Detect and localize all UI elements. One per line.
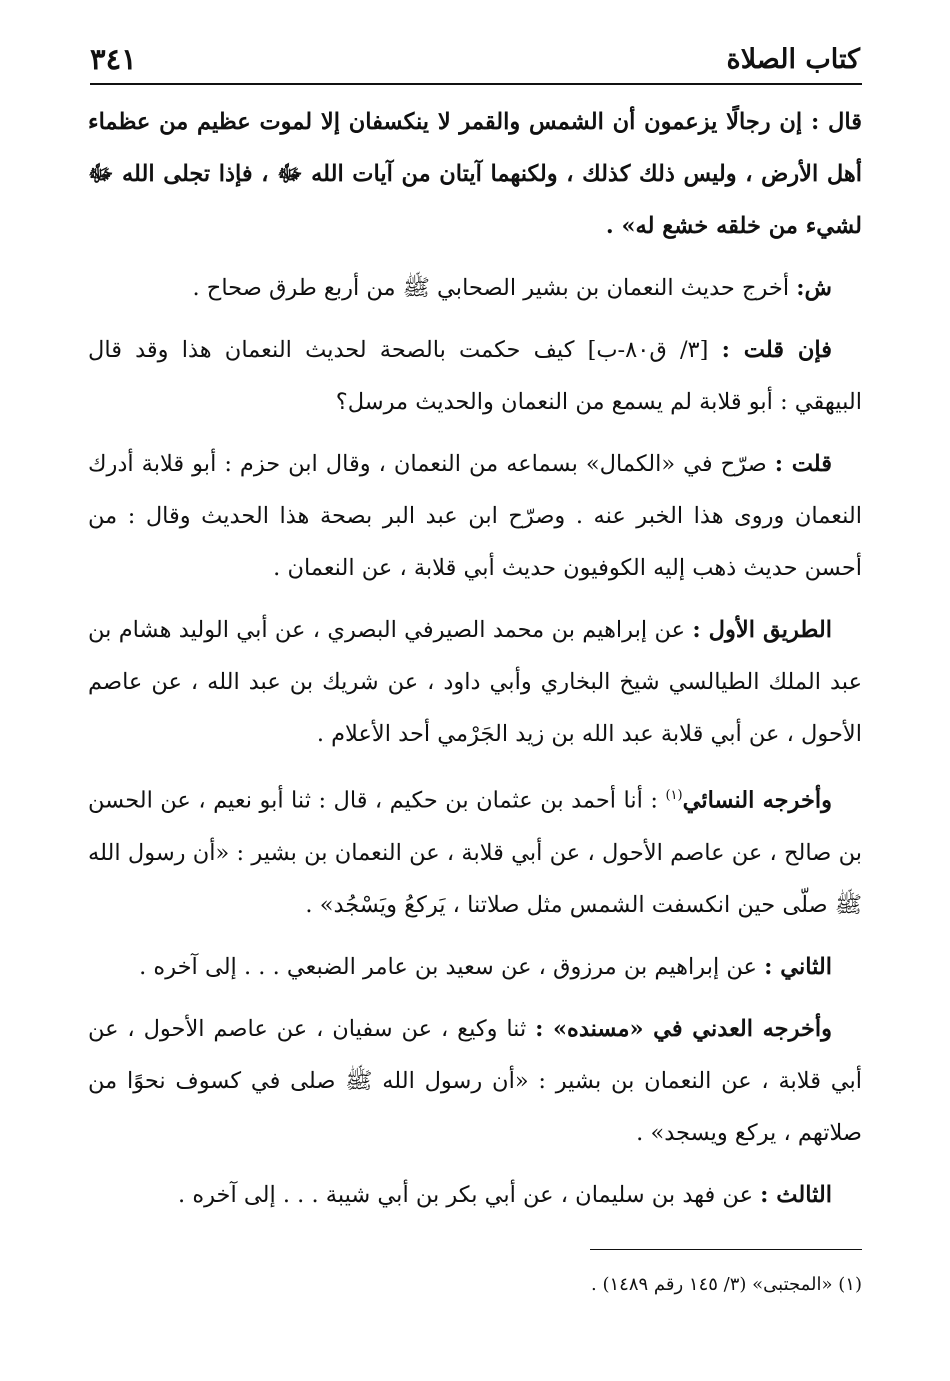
paragraph-lead: الثالث : (760, 1181, 832, 1208)
header-divider (90, 83, 862, 85)
paragraph-text: أخرج حديث النعمان بن بشير الصحابي ﷺ من أربع طرق صحاح . (192, 275, 797, 301)
paragraph-text: صرّح في «الكمال» بسماعه من النعمان ، وقال ابن حزم : أبو قلابة أدرك النعمان وروى هذا الخبر عنه . وصرّح ابن عبد البر بصحة هذا الحديث وقال : من أحسن حديث ذهب إليه الكوفيون حديث أبي قلابة ، عن النعمان . (88, 451, 862, 581)
paragraph-text: قال : إن رجالًا يزعمون أن الشمس والقمر لا ينكسفان إلا لموت عظيم من عظماء أهل الأرض ، وليس ذلك كذلك ، ولكنهما آيتان من آيات الله ﷻ ، فإذا تجلى الله ﷻ لشيء من خلقه خشع له» . (88, 109, 862, 239)
paragraph-lead: وأخرجه النسائي (682, 787, 832, 814)
footnote: (١) «المجتبى» (٣/ ١٤٥ رقم ١٤٨٩) . (591, 1274, 862, 1295)
running-header (90, 30, 860, 82)
chapter-title: كتاب الصلاة (726, 44, 860, 75)
paragraph-first-route (88, 604, 862, 760)
paragraph-lead: فإن قلت : (721, 337, 832, 363)
paragraph-text: [٣/ ق٨٠-ب] كيف حكمت بالصحة لحديث النعمان هذا وقد قال البيهقي : أبو قلابة لم يسمع من النعمان والحديث مرسل؟ (88, 337, 862, 415)
paragraph-lead: الثاني : (764, 953, 832, 980)
footnote-divider (590, 1249, 862, 1250)
paragraph-lead: الطريق الأول : (692, 617, 832, 643)
paragraph-nasai (88, 770, 862, 931)
paragraph-lead: وأخرجه العدني في «مسنده» : (535, 1015, 833, 1042)
footnote-marker: (١) (665, 788, 683, 803)
paragraph-sharh (88, 262, 862, 314)
paragraph-hadith-quote (88, 96, 862, 252)
paragraph-adani (88, 1003, 862, 1159)
paragraph-lead: قلت : (774, 451, 832, 477)
main-text (88, 96, 862, 1231)
paragraph-text: عن إبراهيم بن مرزوق ، عن سعيد بن عامر الضبعي . . . إلى آخره . (139, 953, 765, 980)
paragraph-text: عن إبراهيم بن محمد الصيرفي البصري ، عن أبي الوليد هشام بن عبد الملك الطيالسي شيخ البخاري وأبي داود ، عن شريك بن عبد الله ، عن عاصم الأحول ، عن أبي قلابة عبد الله بن زيد الجَرْمي أحد الأعلام . (88, 617, 862, 747)
paragraph-third-route (88, 1169, 862, 1221)
paragraph-text: : أنا أحمد بن عثمان بن حكيم ، قال : ثنا أبو نعيم ، عن الحسن بن صالح ، عن عاصم الأحول ، عن أبي قلابة ، عن النعمان بن بشير : «أن رسول الله ﷺ صلّى حين انكسفت الشمس مثل صلاتنا ، يَركعُ ويَسْجُد» . (88, 787, 862, 918)
page-number: ٣٤١ (90, 42, 137, 76)
paragraph-objection (88, 324, 862, 428)
paragraph-second-route (88, 941, 862, 993)
paragraph-text: عن فهد بن سليمان ، عن أبي بكر بن أبي شيبة . . . إلى آخره . (178, 1181, 761, 1208)
paragraph-text: ثنا وكيع ، عن سفيان ، عن عاصم الأحول ، عن أبي قلابة ، عن النعمان بن بشير : «أن رسول الله ﷺ صلى في كسوف نحوًا من صلاتهم ، يركع ويسجد» . (88, 1015, 862, 1146)
paragraph-reply (88, 438, 862, 594)
paragraph-lead: ش: (796, 275, 832, 301)
